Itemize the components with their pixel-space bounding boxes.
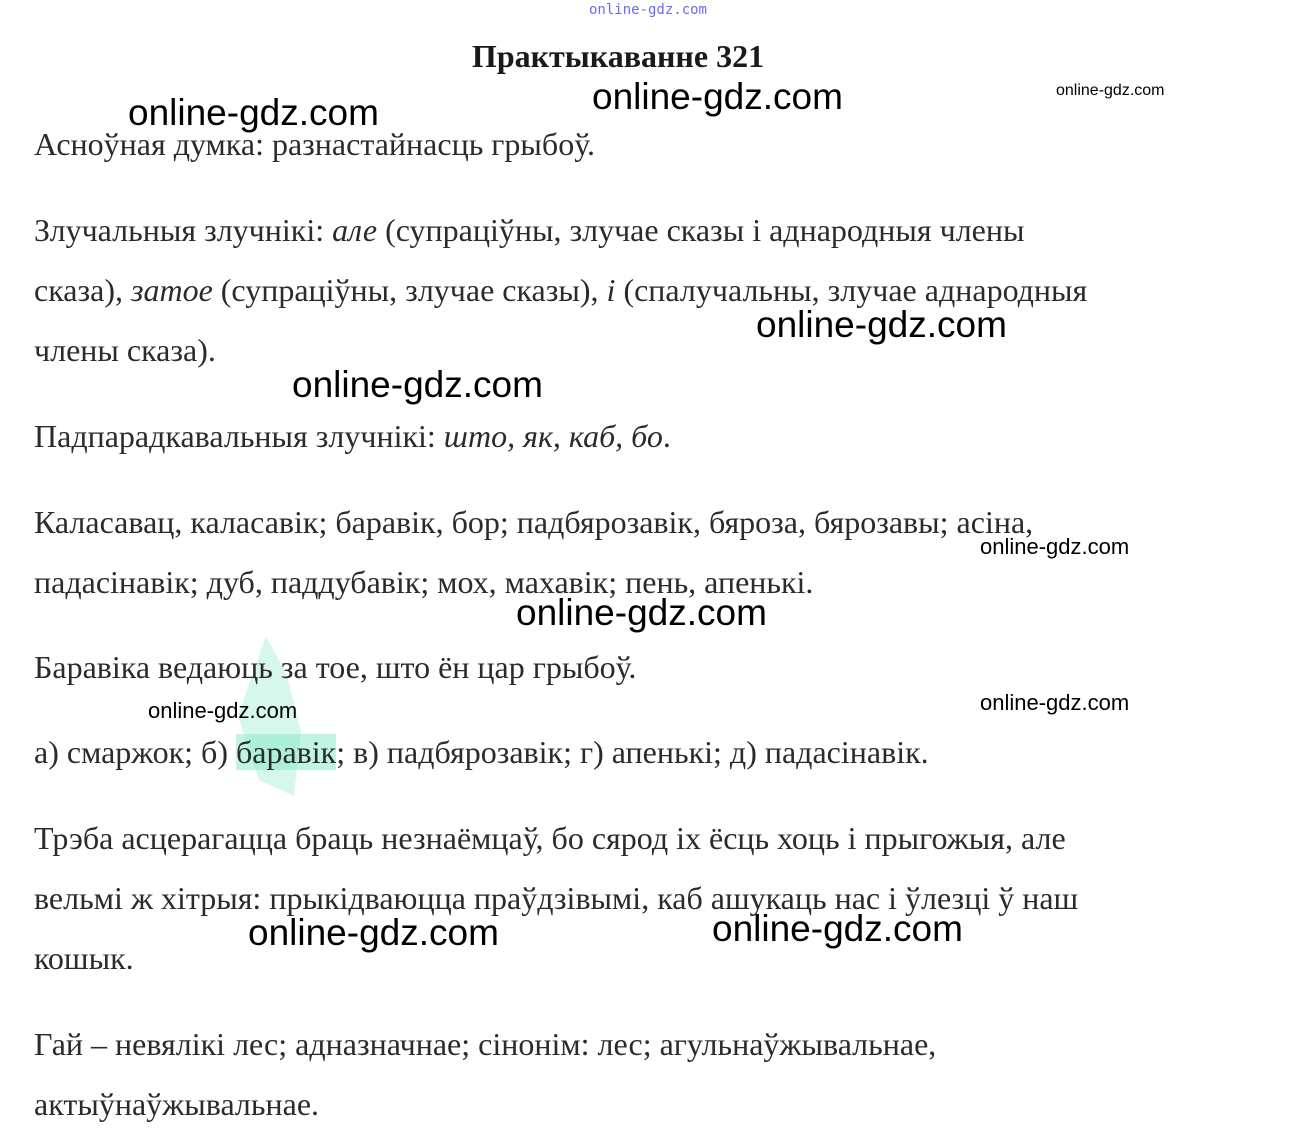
- watermark-text: online-gdz.com: [516, 592, 767, 633]
- highlighted-answer: баравік: [235, 734, 337, 770]
- text-line: актыўнаўжывальнае.: [34, 1086, 320, 1122]
- text-span: (супраціўны, злучае сказы і аднародныя члены: [377, 212, 1025, 248]
- text-span: ; в) падбярозавік; г) апенькі; д) падасінавік.: [336, 734, 929, 770]
- text-line: [34, 200, 1234, 260]
- paragraph-warning: [34, 808, 1234, 988]
- text-line: вельмі ж хітрыя: прыкідваюцца праўдзівымі, каб ашукаць нас і ўлезці ў наш: [34, 880, 1079, 916]
- text-span: (супраціўны, злучае сказы),: [212, 272, 607, 308]
- paragraph-main-idea: Асноўная думка: разнастайнасць грыбоў.: [34, 126, 595, 162]
- watermark-text: online-gdz.com: [128, 92, 379, 133]
- text-span: Злучальныя злучнікі:: [34, 212, 333, 248]
- italic-words: што, як, каб, бо: [443, 418, 663, 454]
- text-span: члены сказа).: [34, 332, 216, 368]
- page-title: Практыкаванне 321: [471, 38, 765, 74]
- text-span: .: [662, 418, 671, 454]
- watermark-text: online-gdz.com: [148, 698, 298, 723]
- text-line: кошык.: [34, 940, 134, 976]
- text-line: Трэба асцерагацца браць незнаёмцаў, бо сярод іх ёсць хоць і прыгожыя, але: [34, 820, 1066, 856]
- text-line: [34, 260, 1234, 320]
- watermark-text: online-gdz.com: [592, 76, 843, 117]
- text-span: (спалучальны, злучае аднародныя: [615, 272, 1088, 308]
- text-line: Каласавац, каласавік; баравік, бор; падбярозавік, бяроза, бярозавы; асіна,: [34, 504, 1034, 540]
- paragraph-word-analysis: [34, 1014, 1234, 1134]
- watermark-text: online-gdz.com: [756, 304, 1007, 345]
- italic-word: але: [332, 212, 378, 248]
- watermark-text: online-gdz.com: [980, 690, 1130, 715]
- watermark-text: online-gdz.com: [1056, 82, 1165, 99]
- paragraph-answer-options: [34, 722, 1234, 782]
- paragraph-king-of-mushrooms: Баравіка ведаюць за тое, што ён цар грыбоў.: [34, 649, 637, 685]
- text-span: сказа),: [34, 272, 131, 308]
- text-line: [34, 320, 1234, 380]
- watermark-text: online-gdz.com: [712, 908, 963, 949]
- paragraph-conjunctions-subord: [34, 406, 1234, 466]
- watermark-text: online-gdz.com: [980, 534, 1130, 559]
- italic-word: затое: [130, 272, 213, 308]
- paragraph-conjunctions-coord: [34, 200, 1234, 380]
- text-span: а) смаржок; б): [34, 734, 236, 770]
- text-span: Падпарадкавальныя злучнікі:: [34, 418, 444, 454]
- italic-word: і: [606, 272, 616, 308]
- watermark-text: online-gdz.com: [292, 364, 543, 405]
- watermark-text: online-gdz.com: [248, 912, 499, 953]
- text-line: Гай – невялікі лес; адназначнае; сінонім: лес; агульнаўжывальнае,: [34, 1026, 937, 1062]
- site-watermark-top: online-gdz.com: [588, 2, 707, 18]
- text-line: падасінавік; дуб, паддубавік; мох, махавік; пень, апенькі.: [34, 564, 814, 600]
